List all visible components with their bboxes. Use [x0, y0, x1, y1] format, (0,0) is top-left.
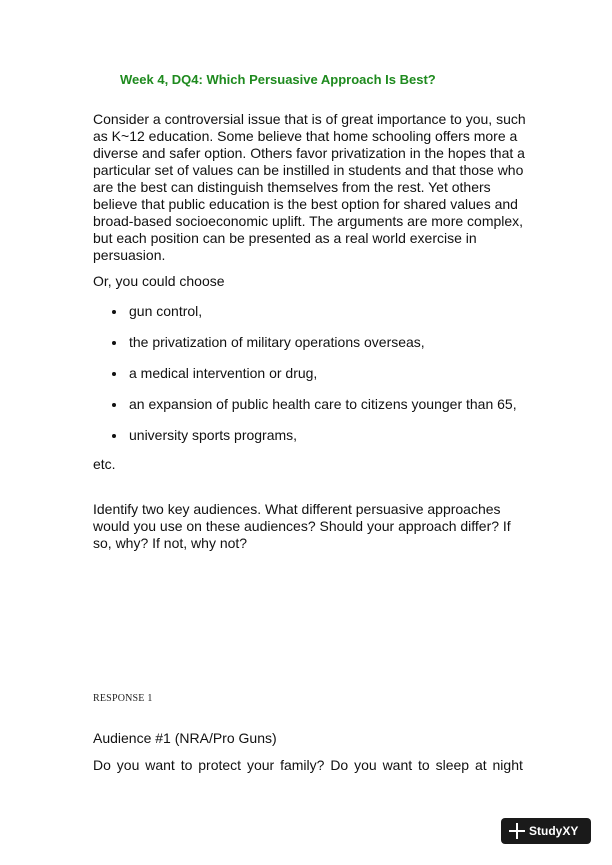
- brand-name: Study: [529, 824, 563, 838]
- bullet-icon: [112, 372, 116, 376]
- etc-line: etc.: [93, 456, 116, 472]
- response-text: Do you want to protect your family? Do you want to sleep at night: [93, 757, 523, 773]
- list-item: an expansion of public health care to citizens younger than 65,: [93, 396, 517, 427]
- studyxy-badge[interactable]: [501, 818, 591, 844]
- list-item: university sports programs,: [93, 427, 517, 458]
- list-item: gun control,: [93, 303, 517, 334]
- prompt-paragraph: Identify two key audiences. What different persuasive approaches would you use on these audiences? Should your approach differ? If so, why? If not, why not?: [93, 501, 511, 551]
- bullet-icon: [112, 403, 116, 407]
- bullet-icon: [112, 434, 116, 438]
- options-list: [93, 303, 517, 458]
- brand-suffix: XY: [562, 824, 579, 838]
- page-title: Week 4, DQ4: Which Persuasive Approach Is Best?: [120, 72, 436, 87]
- or-line: Or, you could choose: [93, 273, 225, 289]
- plus-icon: [507, 818, 529, 844]
- bullet-icon: [112, 341, 116, 345]
- list-item: the privatization of military operations overseas,: [93, 334, 517, 365]
- list-item: a medical intervention or drug,: [93, 365, 517, 396]
- intro-paragraph: Consider a controversial issue that is of great importance to you, such as K~12 education. Some believe that home schooling offers more a diverse and safer option. Others favor privatization in the hopes that a particular set of values can be instilled in students and that those who are the best can distinguish themselves from the rest. Yet others believe that public education is the best option for shared values and broad-based socioeconomic uplift. The arguments are more complex, but each position can be presented as a real world exercise in persuasion.: [93, 111, 526, 263]
- response-label: RESPONSE 1: [93, 693, 153, 704]
- audience-heading: Audience #1 (NRA/Pro Guns): [93, 730, 277, 746]
- bullet-icon: [112, 310, 116, 314]
